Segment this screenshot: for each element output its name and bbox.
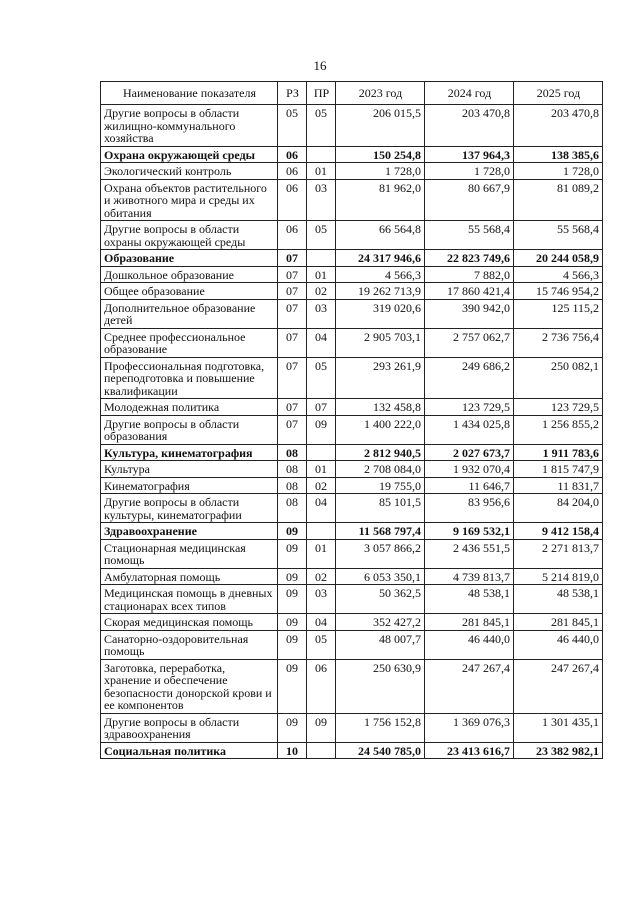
cell-2025: 1 815 747,9 [514,461,603,478]
cell-pr: 05 [307,105,336,147]
budget-table [100,81,603,759]
cell-pr: 04 [307,328,336,357]
cell-2025: 138 385,6 [514,146,603,163]
cell-name: Другие вопросы в области образования [101,415,278,444]
cell-rz: 09 [278,630,307,659]
cell-2024: 123 729,5 [425,399,514,416]
page-number: 16 [313,58,327,73]
cell-pr: 03 [307,585,336,614]
cell-pr: 05 [307,630,336,659]
table-row [101,659,603,713]
table-row [101,494,603,523]
cell-2023: 1 756 152,8 [336,713,425,742]
cell-rz: 10 [278,742,307,759]
cell-2024: 1 728,0 [425,163,514,180]
header-name: Наименование показателя [101,82,278,105]
cell-2023: 24 317 946,6 [336,250,425,267]
table-row [101,415,603,444]
cell-name: Другие вопросы в области здравоохранения [101,713,278,742]
table-row [101,713,603,742]
header-2024: 2024 год [425,82,514,105]
cell-2023: 2 812 940,5 [336,444,425,461]
cell-2023: 1 400 222,0 [336,415,425,444]
cell-2023: 2 708 084,0 [336,461,425,478]
cell-pr: 01 [307,163,336,180]
cell-pr: 06 [307,659,336,713]
cell-2024: 83 956,6 [425,494,514,523]
cell-2024: 137 964,3 [425,146,514,163]
table-row [101,163,603,180]
cell-2023: 150 254,8 [336,146,425,163]
table-row [101,539,603,568]
cell-name: Охрана окружающей среды [101,146,278,163]
cell-pr: 07 [307,399,336,416]
cell-2025: 4 566,3 [514,266,603,283]
cell-name: Скорая медицинская помощь [101,614,278,631]
cell-2025: 2 271 813,7 [514,539,603,568]
cell-2025: 1 728,0 [514,163,603,180]
cell-2024: 9 169 532,1 [425,523,514,540]
cell-pr: 01 [307,266,336,283]
header-2023: 2023 год [336,82,425,105]
cell-2024: 4 739 813,7 [425,568,514,585]
cell-2024: 281 845,1 [425,614,514,631]
cell-rz: 06 [278,221,307,250]
cell-2025: 46 440,0 [514,630,603,659]
cell-rz: 06 [278,163,307,180]
cell-2025: 81 089,2 [514,179,603,221]
cell-2025: 9 412 158,4 [514,523,603,540]
cell-pr: 05 [307,221,336,250]
table-row [101,105,603,147]
cell-2025: 1 301 435,1 [514,713,603,742]
table-row [101,179,603,221]
cell-rz: 06 [278,146,307,163]
cell-pr: 02 [307,477,336,494]
cell-2024: 23 413 616,7 [425,742,514,759]
cell-2024: 1 369 076,3 [425,713,514,742]
cell-2025: 20 244 058,9 [514,250,603,267]
cell-rz: 07 [278,357,307,399]
cell-2023: 81 962,0 [336,179,425,221]
cell-rz: 09 [278,585,307,614]
table-row [101,630,603,659]
cell-name: Кинематография [101,477,278,494]
cell-pr: 01 [307,461,336,478]
cell-rz: 07 [278,415,307,444]
cell-2024: 46 440,0 [425,630,514,659]
cell-2023: 66 564,8 [336,221,425,250]
cell-name: Медицинская помощь в дневных стационарах всех типов [101,585,278,614]
cell-rz: 06 [278,179,307,221]
cell-pr: 04 [307,494,336,523]
cell-name: Дополнительное образование детей [101,299,278,328]
cell-rz: 08 [278,444,307,461]
cell-2024: 11 646,7 [425,477,514,494]
cell-pr: 02 [307,568,336,585]
table-row [101,444,603,461]
cell-2023: 250 630,9 [336,659,425,713]
cell-rz: 08 [278,477,307,494]
cell-2024: 2 027 673,7 [425,444,514,461]
cell-2024: 390 942,0 [425,299,514,328]
cell-2023: 352 427,2 [336,614,425,631]
cell-2023: 19 755,0 [336,477,425,494]
cell-pr: 01 [307,539,336,568]
cell-rz: 09 [278,568,307,585]
cell-name: Здравоохранение [101,523,278,540]
cell-2023: 1 728,0 [336,163,425,180]
table-row [101,283,603,300]
table-header-row [101,82,603,105]
cell-rz: 07 [278,328,307,357]
cell-2023: 293 261,9 [336,357,425,399]
cell-2025: 15 746 954,2 [514,283,603,300]
cell-2023: 19 262 713,9 [336,283,425,300]
cell-2023: 11 568 797,4 [336,523,425,540]
cell-2024: 2 757 062,7 [425,328,514,357]
table-row [101,146,603,163]
cell-pr: 05 [307,357,336,399]
cell-2023: 206 015,5 [336,105,425,147]
cell-pr: 04 [307,614,336,631]
cell-pr [307,250,336,267]
header-pr: ПР [307,82,336,105]
cell-2024: 7 882,0 [425,266,514,283]
cell-2025: 11 831,7 [514,477,603,494]
cell-2023: 6 053 350,1 [336,568,425,585]
cell-2025: 23 382 982,1 [514,742,603,759]
cell-pr: 09 [307,713,336,742]
cell-2024: 2 436 551,5 [425,539,514,568]
cell-2023: 2 905 703,1 [336,328,425,357]
header-2025: 2025 год [514,82,603,105]
table-row [101,357,603,399]
cell-rz: 09 [278,539,307,568]
cell-name: Культура, кинематография [101,444,278,461]
table-row [101,477,603,494]
cell-name: Среднее профессиональное образование [101,328,278,357]
cell-2025: 84 204,0 [514,494,603,523]
cell-pr: 09 [307,415,336,444]
cell-2024: 17 860 421,4 [425,283,514,300]
cell-rz: 09 [278,614,307,631]
table-row [101,568,603,585]
cell-rz: 07 [278,399,307,416]
cell-rz: 07 [278,283,307,300]
header-rz: РЗ [278,82,307,105]
cell-2025: 55 568,4 [514,221,603,250]
cell-2025: 125 115,2 [514,299,603,328]
table-row [101,461,603,478]
cell-name: Молодежная политика [101,399,278,416]
cell-pr [307,742,336,759]
cell-name: Другие вопросы в области жилищно-коммунального хозяйства [101,105,278,147]
cell-rz: 07 [278,266,307,283]
cell-rz: 07 [278,250,307,267]
cell-pr: 02 [307,283,336,300]
cell-name: Социальная политика [101,742,278,759]
cell-name: Охрана объектов растительного и животного мира и среды их обитания [101,179,278,221]
cell-2025: 1 256 855,2 [514,415,603,444]
table-row [101,328,603,357]
cell-2023: 132 458,8 [336,399,425,416]
cell-2023: 319 020,6 [336,299,425,328]
cell-2024: 1 434 025,8 [425,415,514,444]
cell-2023: 85 101,5 [336,494,425,523]
table-row [101,523,603,540]
cell-2023: 3 057 866,2 [336,539,425,568]
cell-pr: 03 [307,179,336,221]
cell-name: Профессиональная подготовка, переподготовка и повышение квалификации [101,357,278,399]
cell-2025: 250 082,1 [514,357,603,399]
cell-name: Заготовка, переработка, хранение и обеспечение безопасности донорской крови и ее компонентов [101,659,278,713]
cell-2024: 80 667,9 [425,179,514,221]
cell-2025: 281 845,1 [514,614,603,631]
cell-rz: 05 [278,105,307,147]
cell-name: Санаторно-оздоровительная помощь [101,630,278,659]
cell-rz: 09 [278,659,307,713]
cell-name: Экологический контроль [101,163,278,180]
table-row [101,742,603,759]
table-row [101,250,603,267]
cell-2024: 203 470,8 [425,105,514,147]
cell-2023: 24 540 785,0 [336,742,425,759]
cell-name: Образование [101,250,278,267]
cell-2024: 247 267,4 [425,659,514,713]
cell-name: Культура [101,461,278,478]
cell-pr [307,444,336,461]
cell-2024: 22 823 749,6 [425,250,514,267]
cell-2025: 123 729,5 [514,399,603,416]
cell-2025: 247 267,4 [514,659,603,713]
table-row [101,399,603,416]
table-row [101,221,603,250]
cell-name: Стационарная медицинская помощь [101,539,278,568]
cell-2024: 249 686,2 [425,357,514,399]
cell-rz: 08 [278,461,307,478]
cell-2023: 50 362,5 [336,585,425,614]
cell-2025: 5 214 819,0 [514,568,603,585]
cell-name: Дошкольное образование [101,266,278,283]
cell-pr [307,523,336,540]
cell-2025: 2 736 756,4 [514,328,603,357]
cell-rz: 09 [278,713,307,742]
table-row [101,585,603,614]
cell-2024: 1 932 070,4 [425,461,514,478]
cell-rz: 09 [278,523,307,540]
cell-2024: 48 538,1 [425,585,514,614]
cell-name: Другие вопросы в области культуры, кинематографии [101,494,278,523]
table-row [101,299,603,328]
cell-2025: 1 911 783,6 [514,444,603,461]
cell-name: Амбулаторная помощь [101,568,278,585]
cell-2025: 203 470,8 [514,105,603,147]
cell-2023: 4 566,3 [336,266,425,283]
cell-pr [307,146,336,163]
cell-name: Другие вопросы в области охраны окружающей среды [101,221,278,250]
table-row [101,266,603,283]
cell-name: Общее образование [101,283,278,300]
cell-2024: 55 568,4 [425,221,514,250]
table-body [101,105,603,759]
cell-pr: 03 [307,299,336,328]
cell-2025: 48 538,1 [514,585,603,614]
cell-rz: 08 [278,494,307,523]
cell-2023: 48 007,7 [336,630,425,659]
cell-rz: 07 [278,299,307,328]
table-row [101,614,603,631]
